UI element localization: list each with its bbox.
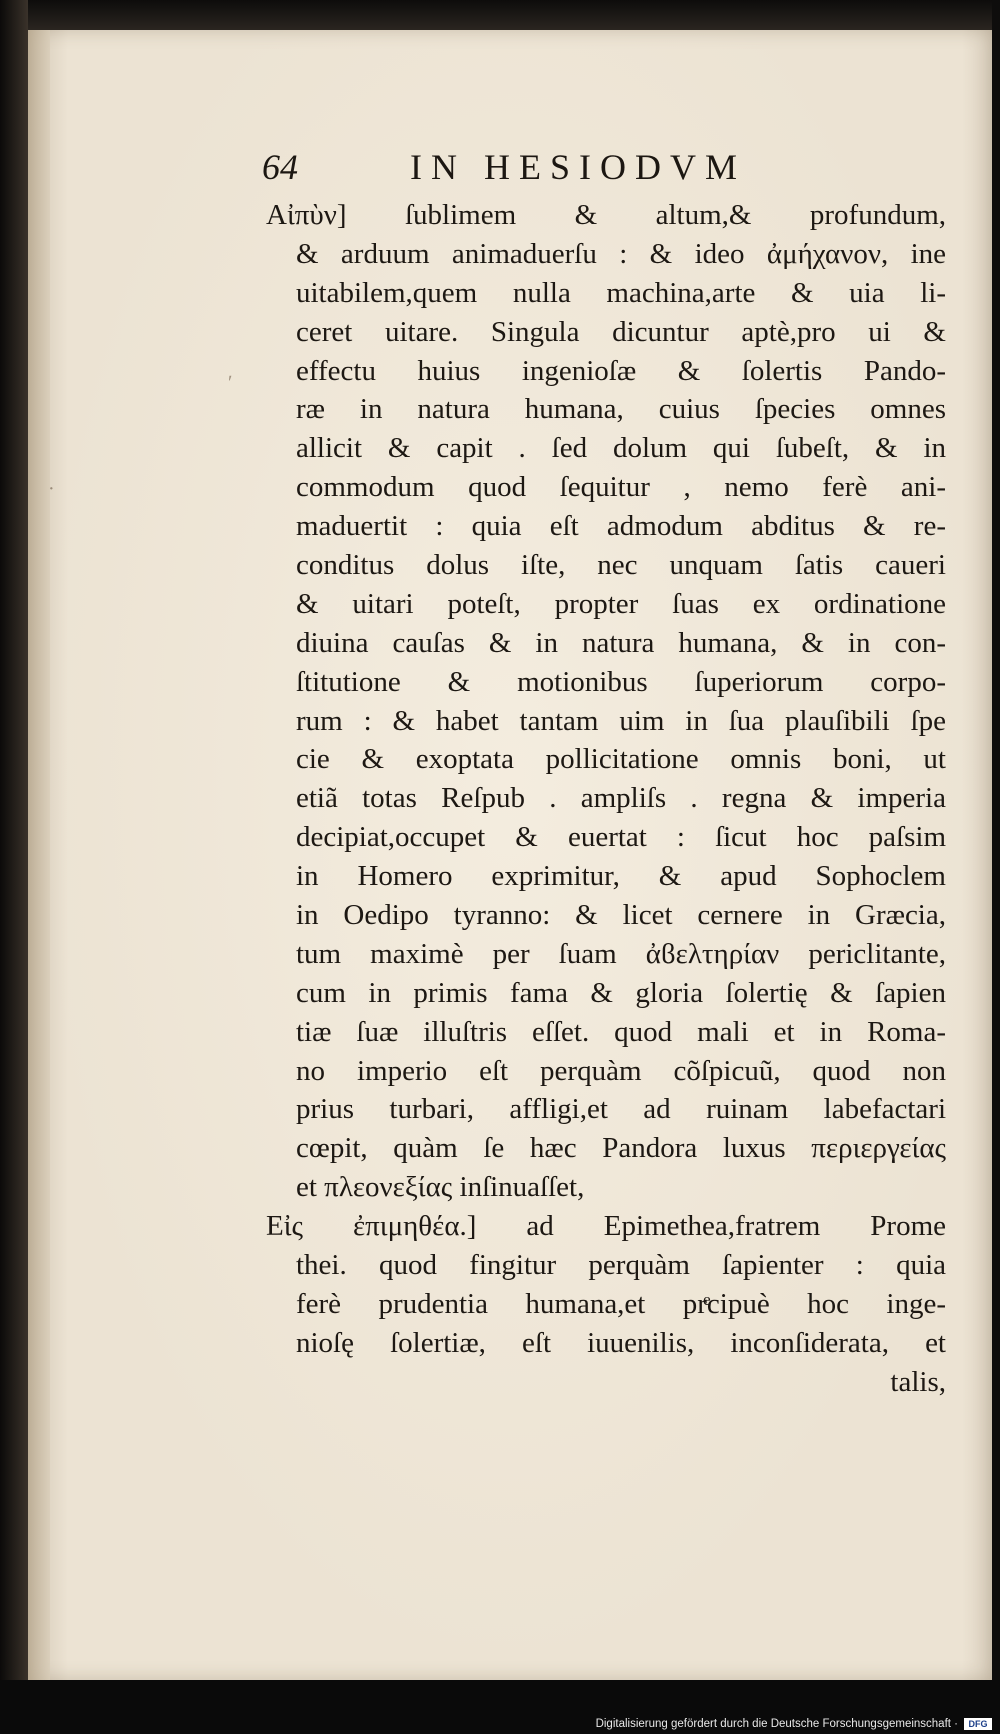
text-line: conditus dolus iſte, nec unquam ſatis caueri <box>296 549 946 582</box>
text-line: in Oedipo tyranno: & licet cernere in Græcia, <box>296 899 946 932</box>
text-line: commodum quod ſequitur , nemo ferè ani- <box>296 471 946 504</box>
text-line: diuina cauſas & in natura humana, & in con- <box>296 626 946 659</box>
text-line: Αἰπὺν] ſublimem & altum,& profundum, <box>266 199 946 231</box>
running-head-title: IN HESIODVM <box>410 147 746 187</box>
page-number: 64 <box>262 147 298 187</box>
running-head <box>262 146 822 194</box>
text-line: et πλεονεξίας inſinuaſſet, <box>296 1171 585 1204</box>
text-line: prius turbari, affligi,et ad ruinam labefactari <box>296 1093 946 1126</box>
text-line: thei. quod fingitur perquàm ſapienter : quia <box>296 1249 946 1282</box>
dfg-logo: DFG <box>964 1718 992 1730</box>
text-line: ceret uitare. Singula dicuntur aptè,pro ui & <box>296 315 946 348</box>
text-line: tum maximè per ſuam ἀϐελτηρίαν periclitante, <box>296 937 946 970</box>
text-line: no imperio eſt perquàm cõſpicuũ, quod non <box>296 1054 946 1087</box>
text-line: ferè prudentia humana,et prͤcipuè hoc inge- <box>296 1287 946 1320</box>
text-line: cum in primis fama & gloria ſolertię & ſapien <box>296 976 946 1009</box>
scan-frame-right <box>992 0 1000 1734</box>
page-gutter-shadow <box>28 30 50 1680</box>
catchword: talis, <box>890 1365 946 1398</box>
text-line: decipiat,occupet & euertat : ſicut hoc paſsim <box>296 821 946 854</box>
text-line: tiæ ſuæ illuſtris eſſet. quod mali et in Roma- <box>296 1015 946 1048</box>
scan-frame-top <box>0 0 1000 30</box>
text-line: effectu huius ingenioſæ & ſolertis Pando- <box>296 354 946 387</box>
text-line: & arduum animaduerſu : & ideo ἀμήχανον, ine <box>296 237 946 270</box>
text-line: maduertit : quia eſt admodum abditus & re- <box>296 510 946 543</box>
text-line: ſtitutione & motionibus ſuperiorum corpo- <box>296 665 946 698</box>
text-line: ræ in natura humana, cuius ſpecies omnes <box>296 393 946 426</box>
text-line: in Homero exprimitur, & apud Sophoclem <box>296 860 946 893</box>
funding-credit: Digitalisierung gefördert durch die Deutsche Forschungsgemeinschaft · <box>595 1718 958 1730</box>
margin-speck: · <box>48 478 55 500</box>
body-text <box>266 196 946 1402</box>
text-line: cie & exoptata pollicitatione omnis boni, ut <box>296 743 946 776</box>
text-line: & uitari poteſt, propter ſuas ex ordinatione <box>296 587 946 620</box>
text-line: uitabilem,quem nulla machina,arte & uia li- <box>296 276 946 309</box>
text-line: rum : & habet tantam uim in ſua plauſibili ſpe <box>296 704 946 737</box>
text-line: cœpit, quàm ſe hæc Pandora luxus περιεργείας <box>296 1132 946 1165</box>
text-line: etiã totas Reſpub . ampliſs . regna & imperia <box>296 782 946 815</box>
margin-mark: ʹ <box>228 372 233 394</box>
text-line: nioſę ſolertiæ, eſt iuuenilis, inconſiderata, et <box>296 1326 946 1359</box>
text-line: allicit & capit . ſed dolum qui ſubeſt, & in <box>296 432 946 465</box>
text-line: Εἰς ἐπιμηθέα.] ad Epimethea,fratrem Prome <box>266 1210 946 1243</box>
scan-frame-left <box>0 0 28 1734</box>
